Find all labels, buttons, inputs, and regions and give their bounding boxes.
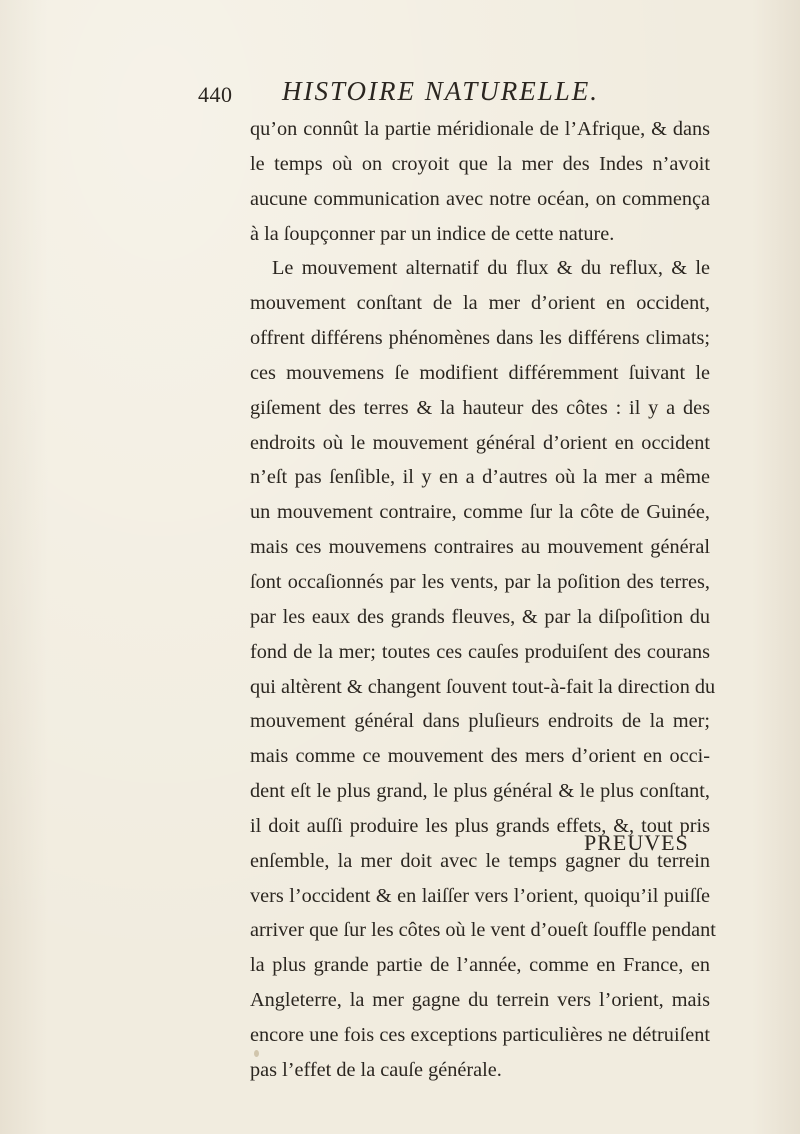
- text-line: Angleterre, la mer gagne du terrein vers l’orient, mais: [250, 989, 710, 1012]
- text-line: giſement des terres & la hauteur des côtes : il y a des: [250, 396, 710, 419]
- text-line: mouvement conſtant de la mer d’orient en occident,: [250, 292, 710, 315]
- text-line: fond de la mer; toutes ces cauſes produiſent des courans: [250, 640, 710, 663]
- text-line: la plus grande partie de l’année, comme en France, en: [250, 954, 710, 977]
- text-line: arriver que ſur les côtes où le vent d’oueſt ſouffle pendant: [250, 919, 716, 942]
- catchword: PREUVES: [584, 830, 689, 855]
- text-line: le temps où on croyoit que la mer des Indes n’avoit: [250, 152, 710, 175]
- page-header: [198, 72, 648, 112]
- text-line: dent eſt le plus grand, le plus général & le plus conſtant,: [250, 780, 710, 803]
- text-line: pas l’effet de la cauſe générale.: [250, 1058, 502, 1081]
- text-line: mais comme ce mouvement des mers d’orient en occi-: [250, 745, 710, 768]
- paper-stain: [254, 1050, 259, 1057]
- text-line: il doit auſſi produire les plus grands effets, &, tout pris: [250, 814, 710, 837]
- text-line: Le mouvement alternatif du flux & du reflux, & le: [272, 257, 710, 280]
- text-line: endroits où le mouvement général d’orient en occident: [250, 431, 710, 454]
- body-text: [250, 112, 716, 1088]
- text-line: enſemble, la mer doit avec le temps gagner du terrein: [250, 849, 710, 872]
- text-line: qui altèrent & changent ſouvent tout-à-fait la direction du: [250, 675, 716, 698]
- text-line: ſont occaſionnés par les vents, par la poſition des terres,: [250, 570, 710, 593]
- text-line: ces mouvemens ſe modifient différemment ſuivant le: [250, 361, 710, 384]
- text-line: mais ces mouvemens contraires au mouvement général: [250, 536, 710, 559]
- page-number: 440: [198, 82, 233, 107]
- text-line: par les eaux des grands fleuves, & par la diſpoſition du: [250, 605, 710, 628]
- text-line: n’eſt pas ſenſible, il y en a d’autres où la mer a même: [250, 466, 710, 489]
- text-line: un mouvement contraire, comme ſur la côte de Guinée,: [250, 501, 710, 524]
- text-line: vers l’occident & en laiſſer vers l’orient, quoiqu’il puiſſe: [250, 884, 710, 907]
- text-line: à la ſoupçonner par un indice de cette nature.: [250, 222, 615, 245]
- text-line: qu’on connût la partie méridionale de l’Afrique, & dans: [250, 118, 710, 140]
- text-line: aucune communication avec notre océan, on commença: [250, 187, 710, 210]
- running-title: HISTOIRE NATURELLE.: [282, 76, 600, 106]
- text-line: mouvement général dans pluſieurs endroits de la mer;: [250, 710, 710, 733]
- text-line: offrent différens phénomènes dans les différens climats;: [250, 327, 710, 350]
- text-line: encore une fois ces exceptions particulières ne détruiſent: [250, 1023, 710, 1046]
